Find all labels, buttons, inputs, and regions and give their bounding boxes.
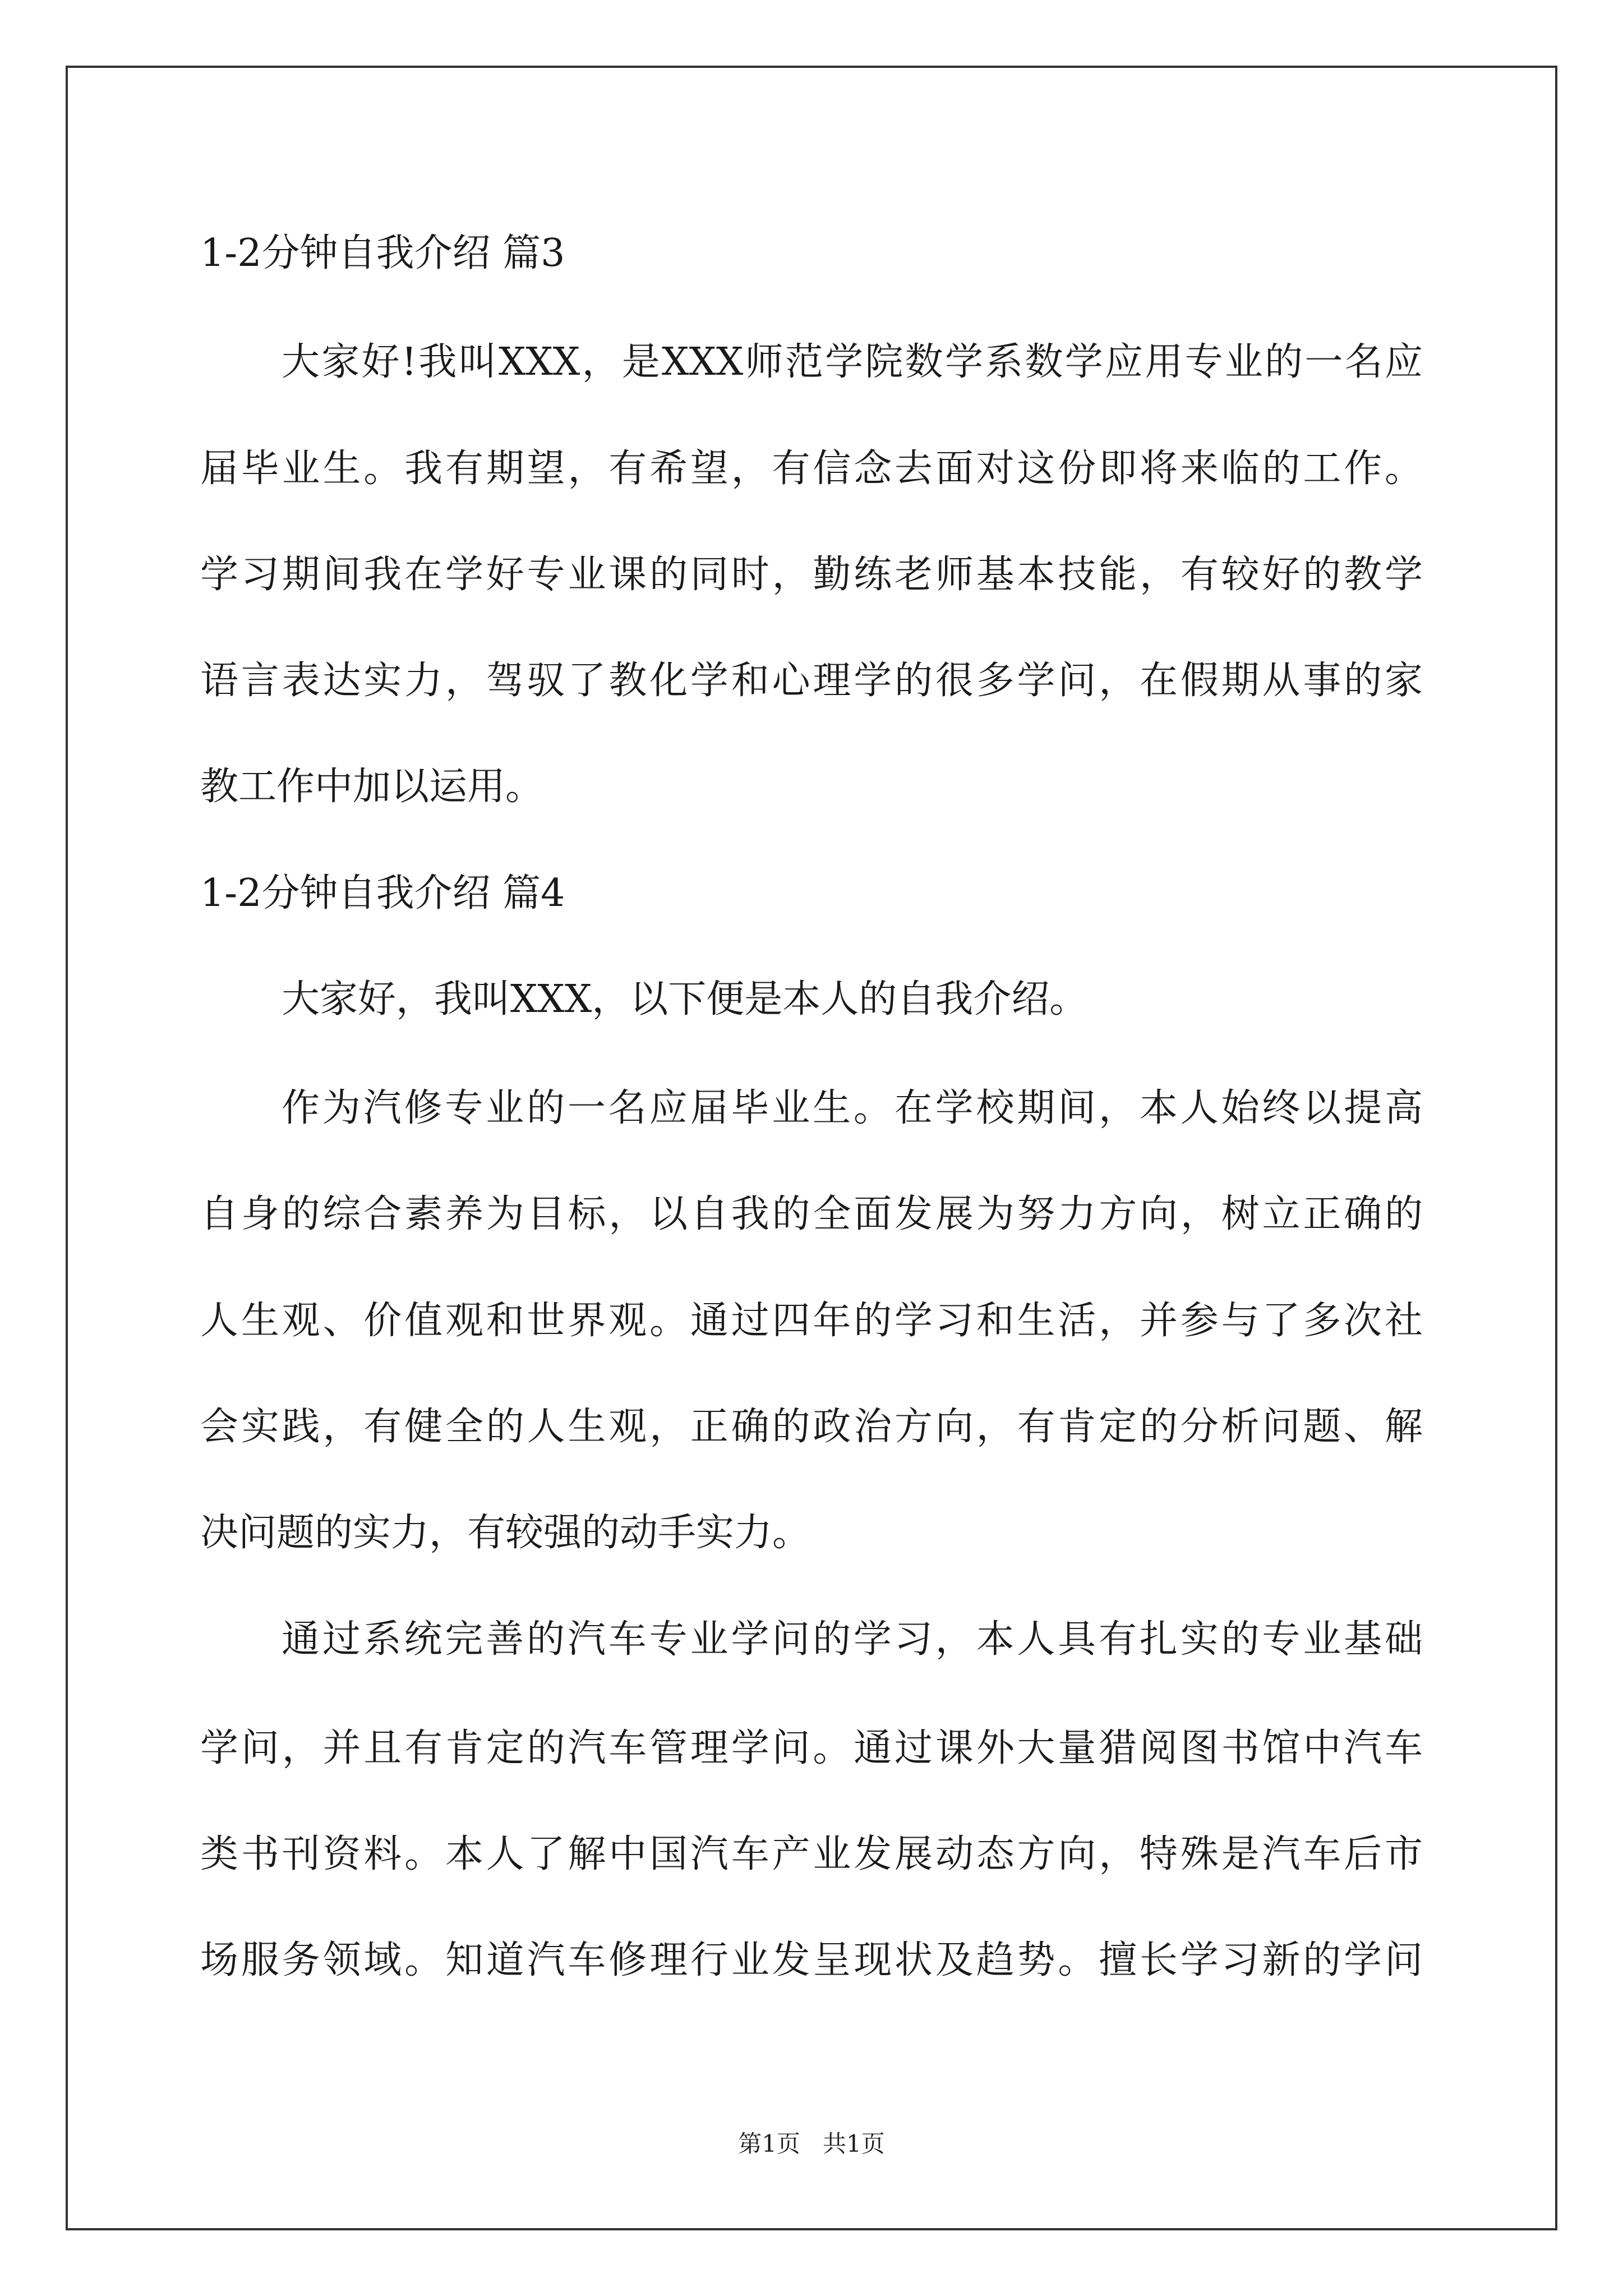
section-heading-4: 1-2分钟自我介绍 篇4 [200,871,565,915]
paragraph-line: 大家好!我叫XXX，是XXX师范学院数学系数学应用专业的一名应 [282,340,1423,384]
paragraph-line: 届毕业生。我有期望，有希望，有信念去面对这份即将来临的工作。 [200,447,1423,491]
paragraph-line: 决问题的实力，有较强的动手实力。 [200,1511,811,1555]
paragraph-line: 会实践，有健全的人生观，正确的政治方向，有肯定的分析问题、解 [200,1405,1423,1449]
paragraph-line: 自身的综合素养为目标，以自我的全面发展为努力方向，树立正确的 [200,1192,1423,1236]
paragraph-line: 学习期间我在学好专业课的同时，勤练老师基本技能，有较好的教学 [200,553,1423,597]
page-border [66,66,1557,2230]
paragraph-line: 通过系统完善的汽车专业学问的学习，本人具有扎实的专业基础 [282,1617,1423,1662]
page-number: 第1页 共1页 [738,2130,885,2157]
paragraph-line: 作为汽修专业的一名应届毕业生。在学校期间，本人始终以提高 [282,1086,1423,1130]
paragraph-line: 教工作中加以运用。 [200,765,544,809]
paragraph-line: 大家好，我叫XXX，以下便是本人的自我介绍。 [282,977,1088,1022]
section-heading-3: 1-2分钟自我介绍 篇3 [200,231,565,275]
paragraph-line: 语言表达实力，驾驭了教化学和心理学的很多学问，在假期从事的家 [200,659,1423,703]
paragraph-line: 类书刊资料。本人了解中国汽车产业发展动态方向，特殊是汽车后市 [200,1832,1423,1876]
paragraph-line: 学问，并且有肯定的汽车管理学问。通过课外大量猎阅图书馆中汽车 [200,1726,1423,1770]
paragraph-line: 场服务领域。知道汽车修理行业发呈现状及趋势。擅长学习新的学问 [200,1938,1423,1982]
paragraph-line: 人生观、价值观和世界观。通过四年的学习和生活，并参与了多次社 [200,1299,1423,1343]
